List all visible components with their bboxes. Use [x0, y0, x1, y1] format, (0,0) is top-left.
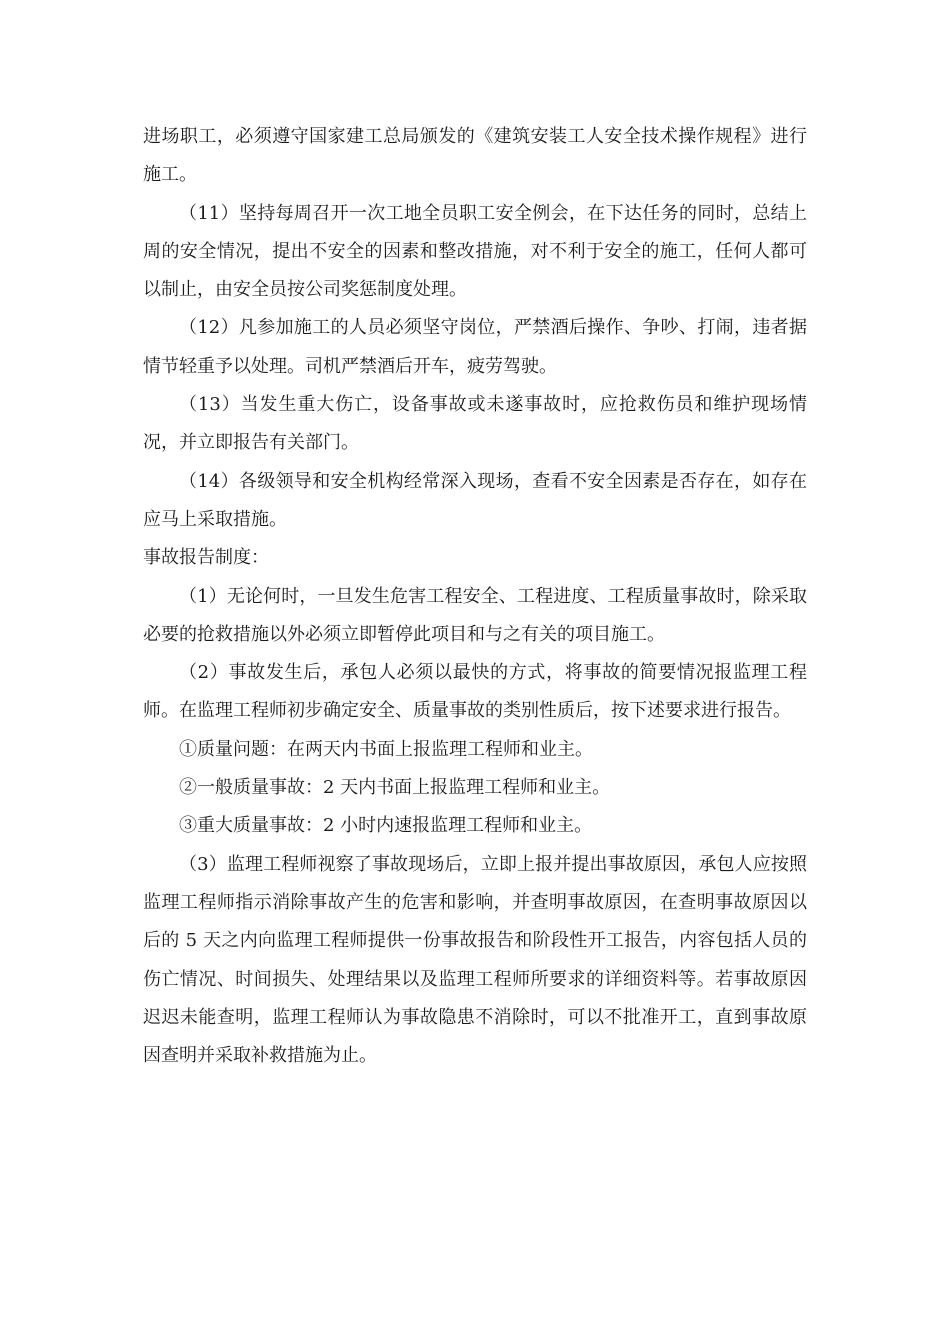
paragraph-general-accident: ②一般质量事故：2 天内书面上报监理工程师和业主。: [179, 777, 611, 799]
paragraph-item-14: （14）各级领导和安全机构经常深入现场，查看不安全因素是否存在，如存在应马上采取措施。: [143, 470, 807, 530]
paragraph-item-11: （11）坚持每周召开一次工地全员职工安全例会，在下达任务的同时，总结上周的安全情况，提出不安全的因素和整改措施，对不利于安全的施工，任何人都可以制止，由安全员按公司奖惩制度处理。: [143, 202, 807, 301]
paragraph-item-13: （13）当发生重大伤亡，设备事故或未遂事故时，应抢救伤员和维护现场情况，并立即报告有关部门。: [143, 394, 807, 454]
paragraph-item-12: （12）凡参加施工的人员必须坚守岗位，严禁酒后操作、争吵、打闹，违者据情节轻重予以处理。司机严禁酒后开车，疲劳驾驶。: [143, 317, 807, 377]
paragraph-report-item-2: （2）事故发生后，承包人必须以最快的方式，将事故的简要情况报监理工程师。在监理工程师初步确定安全、质量事故的类别性质后，按下述要求进行报告。: [143, 662, 807, 722]
paragraph-quality-issue: ①质量问题：在两天内书面上报监理工程师和业主。: [179, 738, 593, 760]
paragraph-report-item-3: （3）监理工程师视察了事故现场后，立即上报并提出事故原因，承包人应按照监理工程师指示消除事故产生的危害和影响，并查明事故原因，在查明事故原因以后的 5 天之内向监理工程师提供一份事故报告和阶段性开工报告，内容包括人员的伤亡情况、时间损失、处理结果以及监理工程师所要求的详细资料等。若事故原因迟迟未能查明，监理工程师认为事故隐患不消除时，可以不批准开工，直到事故原因查明并采取补救措施为止。: [143, 853, 807, 1067]
paragraph-report-item-1: （1）无论何时，一旦发生危害工程安全、工程进度、工程质量事故时，除采取必要的抢救措施以外必须立即暂停此项目和与之有关的项目施工。: [143, 585, 807, 645]
paragraph-major-accident: ③重大质量事故：2 小时内速报监理工程师和业主。: [179, 815, 593, 837]
document-body: [143, 118, 807, 1075]
section-heading-accident-report: 事故报告制度：: [143, 547, 269, 569]
paragraph-work-rules-continued: 进场职工，必须遵守国家建工总局颁发的《建筑安装工人安全技术操作规程》进行施工。: [143, 126, 807, 186]
